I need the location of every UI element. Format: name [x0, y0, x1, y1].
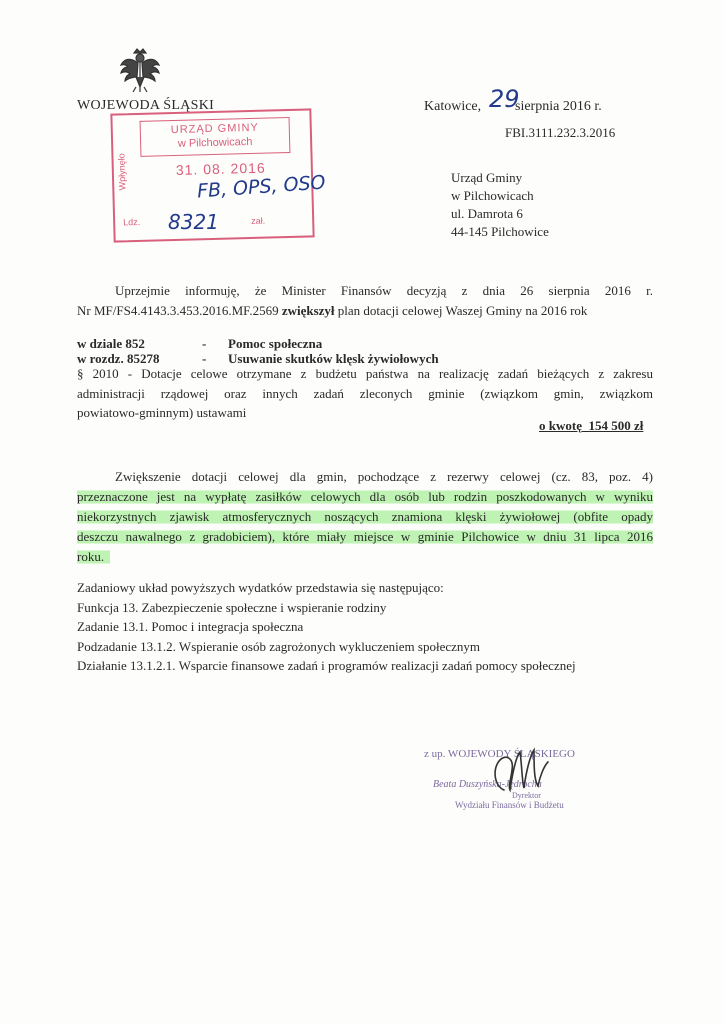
breakdown-intro: Zadaniowy układ powyższych wydatków przedstawia się następująco:	[77, 580, 444, 595]
paragraph-line: administracji rządowej oraz innych zadań zleconych gminie (związkom gmin, związkom	[77, 386, 653, 401]
amount-value: 154 500 zł	[588, 418, 644, 433]
eagle-emblem-icon	[118, 47, 162, 93]
recipient-line1: Urząd Gminy	[451, 170, 523, 185]
dzial-label: w dziale 852	[77, 336, 145, 351]
amount-line	[539, 418, 643, 434]
signature-name: Beata Duszyńska-Jędrocha	[433, 779, 542, 790]
paragraph-line: Zwiększenie dotacji celowej dla gmin, pochodzące z rezerwy celowej (cz. 83, poz. 4)	[115, 469, 653, 484]
reference-number: FBI.3111.232.3.2016	[505, 125, 616, 140]
breakdown-dzialanie: Działanie 13.1.2.1. Wsparcie finansowe zadań i programów realizacji zadań pomocy społecznej	[77, 658, 576, 673]
issuer-title: WOJEWODA ŚLĄSKI	[77, 98, 215, 113]
breakdown-podzadanie: Podzadanie 13.1.2. Wspieranie osób zagrożonych wykluczeniem społecznym	[77, 638, 480, 654]
stamp-office-line1: URZĄD GMINY	[170, 121, 259, 137]
recipient-line4: 44-145 Pilchowice	[451, 224, 549, 239]
breakdown-funkcja: Funkcja 13. Zabezpieczenie społeczne i wspieranie rodziny	[77, 599, 387, 615]
recipient-address	[451, 169, 549, 241]
recipient-line3: ul. Damrota 6	[451, 206, 523, 221]
breakdown-zadanie: Zadanie 13.1. Pomoc i integracja społeczna	[77, 619, 304, 634]
stamp-date: 31. 08. 2016	[175, 159, 266, 178]
stamp-zal-label: zał.	[251, 215, 266, 227]
intro-line2-rest: plan dotacji celowej Waszej Gminy na 2016 rok	[337, 303, 588, 318]
highlighted-line: przeznaczone jest na wypłatę zasiłków celowych dla osób lub rodzin poszkodowanych w wyniku	[77, 489, 653, 504]
intro-line2	[77, 303, 653, 319]
stamp-ldz-number: 8321	[168, 210, 219, 234]
handwritten-signature	[486, 746, 556, 796]
stamp-ldz-label: Ldz.	[123, 216, 141, 228]
signature-authority: z up. WOJEWODY ŚLĄSKIEGO	[424, 748, 575, 760]
date-month-year: sierpnia 2016 r.	[515, 99, 602, 114]
recipient-line2: w Pilchowicach	[451, 188, 534, 203]
stamp-office-box	[140, 117, 291, 157]
increase-word: zwiększył	[281, 303, 335, 318]
stamp-office-line2: w Pilchowicach	[177, 135, 253, 150]
intro-line1: Uprzejmie informuję, że Minister Finansów decyzją z dnia 26 sierpnia 2016 r.	[115, 283, 653, 298]
dzial-dash: -	[202, 336, 207, 351]
rozdz-value: Usuwanie skutków klęsk żywiołowych	[228, 351, 439, 366]
dzial-value: Pomoc społeczna	[228, 336, 323, 351]
rozdz-dash: -	[202, 351, 207, 366]
signature-department: Wydziału Finansów i Budżetu	[455, 800, 564, 810]
highlighted-line: roku.	[77, 549, 110, 565]
paragraph-line: powiatowo-gminnym) ustawami	[77, 405, 247, 420]
date-day-handwritten: 29	[489, 85, 520, 113]
rozdz-label: w rozdz. 85278	[77, 351, 160, 366]
highlighted-line: deszczu nawalnego z gradobiciem), które miały miejsce w gminie Pilchowice w dniu 31 lipca 2016	[77, 529, 653, 544]
highlighted-line: niekorzystnych zjawisk atmosferycznych noszących znamiona klęski żywiołowej (obfite opady	[77, 509, 653, 524]
decision-number: Nr MF/FS4.4143.3.453.2016.MF.2569	[77, 303, 279, 318]
stamp-handwritten-code: FB, OPS, OSO	[196, 171, 327, 203]
date-city: Katowice,	[424, 99, 482, 114]
paragraph-line: § 2010 - Dotacje celowe otrzymane z budżetu państwa na realizację zadań bieżących z zakresu	[77, 366, 653, 381]
amount-prefix: o kwotę	[539, 418, 582, 433]
signature-position: Dyrektor	[512, 791, 541, 800]
stamp-received-label: Wpłynęło	[116, 153, 128, 191]
task-breakdown	[77, 578, 576, 676]
